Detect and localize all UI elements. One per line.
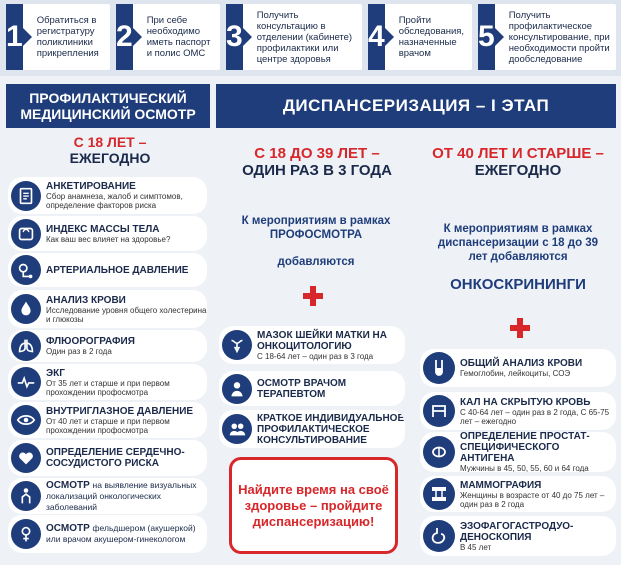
card-desc: Мужчины в 45, 50, 55, 60 и 64 года xyxy=(460,464,589,472)
blood-drop-icon xyxy=(11,294,41,324)
exam-card xyxy=(219,410,405,448)
card-title xyxy=(460,397,616,408)
exam-card xyxy=(420,476,616,512)
card-title-main: КАЛ НА СКРЫТУЮ КРОВЬ xyxy=(460,396,591,408)
exam-card xyxy=(420,349,616,387)
card-text xyxy=(41,336,135,356)
card-desc: Женщины в возрасте от 40 до 75 лет – один раз в 2 года xyxy=(460,490,605,509)
step-text: Получить профилактическое консультирование, при необходимости пройти дообследование xyxy=(508,9,610,65)
age-sub: ОДИН РАЗ В 3 ГОДА xyxy=(242,162,392,179)
exam-card xyxy=(8,402,207,438)
card-title-main: ФЛЮОРОГРАФИЯ xyxy=(46,336,135,347)
exam-card xyxy=(8,515,207,553)
exam-card xyxy=(219,326,405,364)
card-title-main: ЭКГ xyxy=(46,367,65,379)
step-number: 4 xyxy=(368,4,385,70)
step-number: 5 xyxy=(478,4,495,70)
card-text xyxy=(41,368,207,397)
card-title-main: ОСМОТР xyxy=(46,479,90,491)
step-number: 3 xyxy=(226,4,243,70)
step-text: Пройти обследования, назначенные врачом xyxy=(398,15,465,59)
clipboard-icon xyxy=(11,181,41,211)
card-title xyxy=(46,447,207,469)
card-title-rest: на выявление визуальных локализаций онкологических заболеваний xyxy=(46,479,197,512)
exam-card xyxy=(8,216,207,251)
card-title xyxy=(460,480,616,491)
mid-note2: добавляются xyxy=(277,256,355,268)
card-desc: С 40-64 лет – один раз в 2 года, С 65-75 лет – ежегодно xyxy=(460,407,610,426)
card-desc: Как ваш вес влияет на здоровье? xyxy=(46,234,171,244)
card-title xyxy=(46,406,207,417)
card-text xyxy=(455,358,582,378)
exam-card xyxy=(420,516,616,556)
right-note: К мероприятиям в рамках диспансеризации с 18 до 39 лет добавляются xyxy=(437,223,599,263)
card-text xyxy=(252,413,405,446)
stomach-icon xyxy=(423,520,455,552)
step-number: 2 xyxy=(116,4,133,70)
blood-pressure-icon xyxy=(11,255,41,285)
card-text xyxy=(41,265,188,276)
exam-card xyxy=(8,330,207,362)
card-title xyxy=(257,378,405,400)
card-title-main: ИНДЕКС МАССЫ ТЕЛА xyxy=(46,223,160,235)
plus-icon xyxy=(510,318,530,338)
card-title xyxy=(46,480,207,513)
card-title xyxy=(46,224,170,235)
card-title xyxy=(257,330,405,352)
card-text xyxy=(455,397,616,426)
card-title-main: ОБЩИЙ АНАЛИЗ КРОВИ xyxy=(460,358,583,369)
card-text xyxy=(41,480,207,513)
step-2 xyxy=(116,4,220,70)
card-title xyxy=(46,181,207,192)
card-title-main: АРТЕРИАЛЬНОЕ ДАВЛЕНИЕ xyxy=(46,264,189,276)
exam-card xyxy=(219,371,405,406)
uterus-icon xyxy=(222,330,252,360)
card-title-main: КРАТКОЕ ИНДИВИДУАЛЬНОЕ ПРОФИЛАКТИЧЕСКОЕ КОНСУЛЬТИРОВАНИЕ xyxy=(257,412,405,446)
eye-icon xyxy=(11,405,41,435)
exam-card xyxy=(420,432,616,472)
card-text xyxy=(41,447,207,469)
mammography-icon xyxy=(423,478,455,510)
card-title xyxy=(46,523,207,545)
step-text: Получить консультацию в отделении (кабинете) профилактики или центре здоровья xyxy=(256,9,353,65)
exam-card xyxy=(8,253,207,287)
card-title-main: МАЗОК ШЕЙКИ МАТКИ НА ОНКОЦИТОЛОГИЮ xyxy=(257,329,387,352)
age-sub: ЕЖЕГОДНО xyxy=(474,162,562,179)
step-1 xyxy=(6,4,110,70)
prostate-icon xyxy=(423,436,455,468)
card-title xyxy=(460,358,582,369)
step-4 xyxy=(368,4,472,70)
body-scan-icon xyxy=(11,481,41,511)
exam-card xyxy=(8,290,207,328)
card-text xyxy=(41,224,170,244)
card-title-main: ОПРЕДЕЛЕНИЕ ПРОСТАТ-СПЕЦИФИЧЕСКОГО АНТИГЕНА xyxy=(460,432,590,464)
card-desc: В 45 лет xyxy=(460,542,492,552)
mid-age-title xyxy=(222,145,412,179)
exam-card xyxy=(8,478,207,514)
card-text xyxy=(41,406,207,435)
card-title xyxy=(460,521,616,543)
card-text xyxy=(252,330,405,361)
card-title xyxy=(257,413,405,446)
card-title-main: ЭЗОФАГОГАСТРОДУО-ДЕНОСКОПИЯ xyxy=(460,520,574,543)
card-title-main: АНАЛИЗ КРОВИ xyxy=(46,294,126,306)
card-title xyxy=(460,432,616,464)
card-text xyxy=(252,378,405,400)
card-title-main: МАММОГРАФИЯ xyxy=(460,479,542,491)
card-desc: Один раз в 2 года xyxy=(46,347,112,356)
exam-card xyxy=(420,392,616,430)
age-sub: ЕЖЕГОДНО xyxy=(69,150,151,166)
call-to-action: Найдите время на своё здоровье – пройдите диспансеризацию! xyxy=(229,457,398,554)
card-title-main: ОПРЕДЕЛЕНИЕ СЕРДЕЧНО-СОСУДИСТОГО РИСКА xyxy=(46,447,185,469)
card-title xyxy=(46,295,207,306)
card-title-main: ВНУТРИГЛАЗНОЕ ДАВЛЕНИЕ xyxy=(46,405,194,417)
card-title xyxy=(46,368,207,379)
age-title: С 18 ДО 39 ЛЕТ – xyxy=(254,145,380,162)
right-age-title xyxy=(420,145,616,179)
step-text: При себе необходимо иметь паспорт и полис ОМС xyxy=(146,15,211,59)
card-desc: Гемоглобин, лейкоциты, СОЭ xyxy=(460,369,571,378)
card-text xyxy=(455,521,616,552)
prof-exam-header: ПРОФИЛАКТИЧЕСКИЙ МЕДИЦИНСКИЙ ОСМОТР xyxy=(6,84,210,128)
lungs-icon xyxy=(11,331,41,361)
card-title-main: АНКЕТИРОВАНИЕ xyxy=(46,181,136,192)
card-text xyxy=(41,181,207,210)
card-text xyxy=(455,480,616,509)
card-text xyxy=(455,432,616,472)
exam-card xyxy=(8,440,207,476)
dispensary-header: ДИСПАНСЕРИЗАЦИЯ – I ЭТАП xyxy=(216,84,616,128)
onco-title: ОНКОСКРИНИНГИ xyxy=(450,276,586,293)
card-text xyxy=(41,295,207,324)
female-icon xyxy=(11,519,41,549)
age-title: С 18 ЛЕТ – xyxy=(73,134,147,150)
card-title-main: ОСМОТР ВРАЧОМ ТЕРАПЕВТОМ xyxy=(257,377,347,400)
left-age-title xyxy=(20,134,200,166)
card-text xyxy=(41,523,207,545)
mid-note: К мероприятиям в рамках ПРОФОСМОТРА xyxy=(241,215,391,241)
step-number: 1 xyxy=(6,4,23,70)
card-title-main: ОСМОТР xyxy=(46,523,90,534)
card-desc: От 40 лет и старше и при первом прохождении профосмотра xyxy=(46,416,170,435)
test-tube-icon xyxy=(423,352,455,384)
doctor-icon xyxy=(222,374,252,404)
colon-icon xyxy=(423,395,455,427)
plus-icon xyxy=(303,286,323,306)
steps-bar xyxy=(0,0,621,76)
card-desc: Сбор анамнеза, жалоб и симптомов, определение факторов риска xyxy=(46,192,183,210)
card-desc: От 35 лет и старше и при первом прохождении профосмотра xyxy=(46,378,170,397)
heart-icon xyxy=(11,443,41,473)
step-5 xyxy=(478,4,616,70)
step-3 xyxy=(226,4,362,70)
ecg-icon xyxy=(11,367,41,397)
card-desc: Исследование уровня общего холестерина и глюкозы xyxy=(46,305,207,324)
step-text: Обратиться в регистратуру поликлиники прикрепления xyxy=(36,15,99,59)
exam-card xyxy=(8,177,207,214)
card-title xyxy=(46,265,188,276)
consultation-icon xyxy=(222,414,252,444)
exam-card xyxy=(8,364,207,400)
card-title-rest: фельдшером (акушеркой) или врачом акушером-гинекологом xyxy=(46,523,196,544)
card-desc: С 18-64 лет – один раз в 3 года xyxy=(257,351,374,361)
card-title xyxy=(46,336,135,347)
scale-icon xyxy=(11,219,41,249)
age-title: ОТ 40 ЛЕТ И СТАРШЕ – xyxy=(432,145,604,162)
